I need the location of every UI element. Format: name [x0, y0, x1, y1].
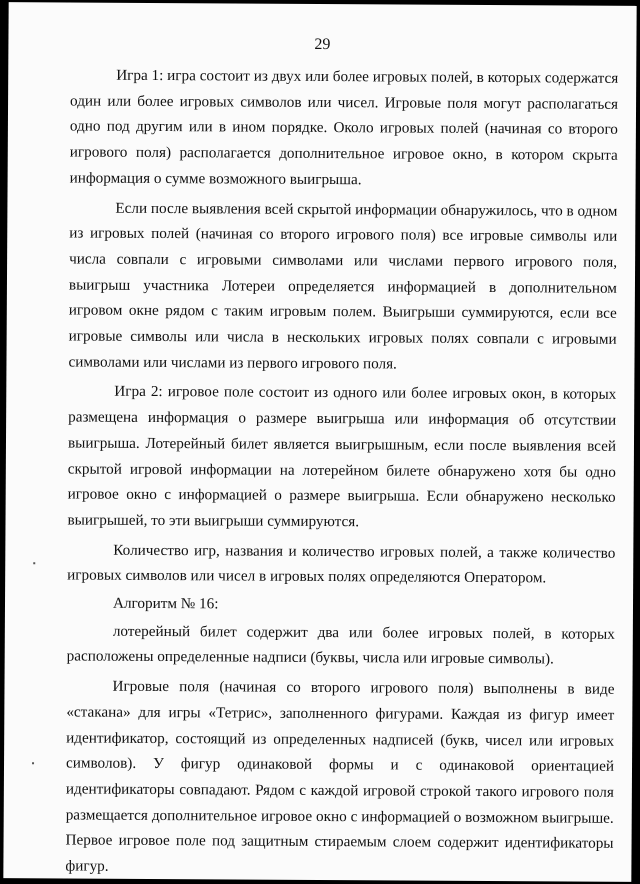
algorithm-heading: Алгоритм № 16:	[112, 594, 219, 613]
page-body	[65, 62, 618, 881]
paragraph-game-2: Игра 2: игровое поле состоит из одного или более игровых окон, в которых размещена информация о размере выигрыша или информация об отсутствии выигрыша. Лотерейный билет является выигрышным, если после выявления всей скрытой игровой информации на лотерейном билете обнаружено хотя бы одно игровое окно с информацией о размере выигрыша. Если обнаружено несколько выигрышей, то эти выигрыши суммируются.	[67, 383, 617, 531]
paragraph-algorithm-16: лотерейный билет содержит два или более игровых полей, в которых расположены определенные надписи (буквы, числа или игровые символы).	[66, 622, 615, 668]
paragraph-tetris-fields: Игровые поля (начиная со второго игрового поля) выполнены в виде «стакана» для игры «Тетрис», заполненного фигурами. Каждая из фигур имеет идентификатор, состоящий из определенных надписей (букв, чисел или игровых символов). У фигур одинаковой формы и с одинаковой ориентацией идентификаторы совпадают. Рядом с каждой игровой строкой такого игрового поля размещается дополнительное игровое окно с информацией о возможном выигрыше. Первое игровое поле под защитным стираемым слоем содержит идентификаторы фигур.	[65, 677, 615, 875]
paragraph-game-1-winnings: Если после выявления всей скрытой информации обнаружилось, что в одном из игровых полей (начиная со второго игрового поля) все игровые символы или числа совпали с игровыми символами или числами первого игрового поля, выигрыш участника Лотереи определяется информацией в дополнительном игровом окне рядом с таким игровым полем. Выигрыши суммируются, если все игровые символы или числа в нескольких игровых полях совпали с игровыми символами или числами из первого игрового поля.	[68, 199, 618, 373]
page-number: 29	[314, 35, 331, 54]
document-page	[3, 2, 636, 882]
scan-mark	[33, 562, 35, 564]
paragraph-game-1: Игра 1: игра состоит из двух или более игровых полей, в которых содержатся один или более игровых символов или чисел. Игровые поля могут располагаться одно под другим или в ином порядке. Около игровых полей (начиная со второго игрового поля) располагается дополнительное игровое окно, в котором скрыта информация о сумме возможного выигрыша.	[69, 66, 619, 189]
paragraph-operator: Количество игр, названия и количество игровых полей, а также количество игровых символов или чисел в игровых полях определяются Оператором.	[67, 541, 616, 587]
scan-mark	[32, 762, 34, 764]
